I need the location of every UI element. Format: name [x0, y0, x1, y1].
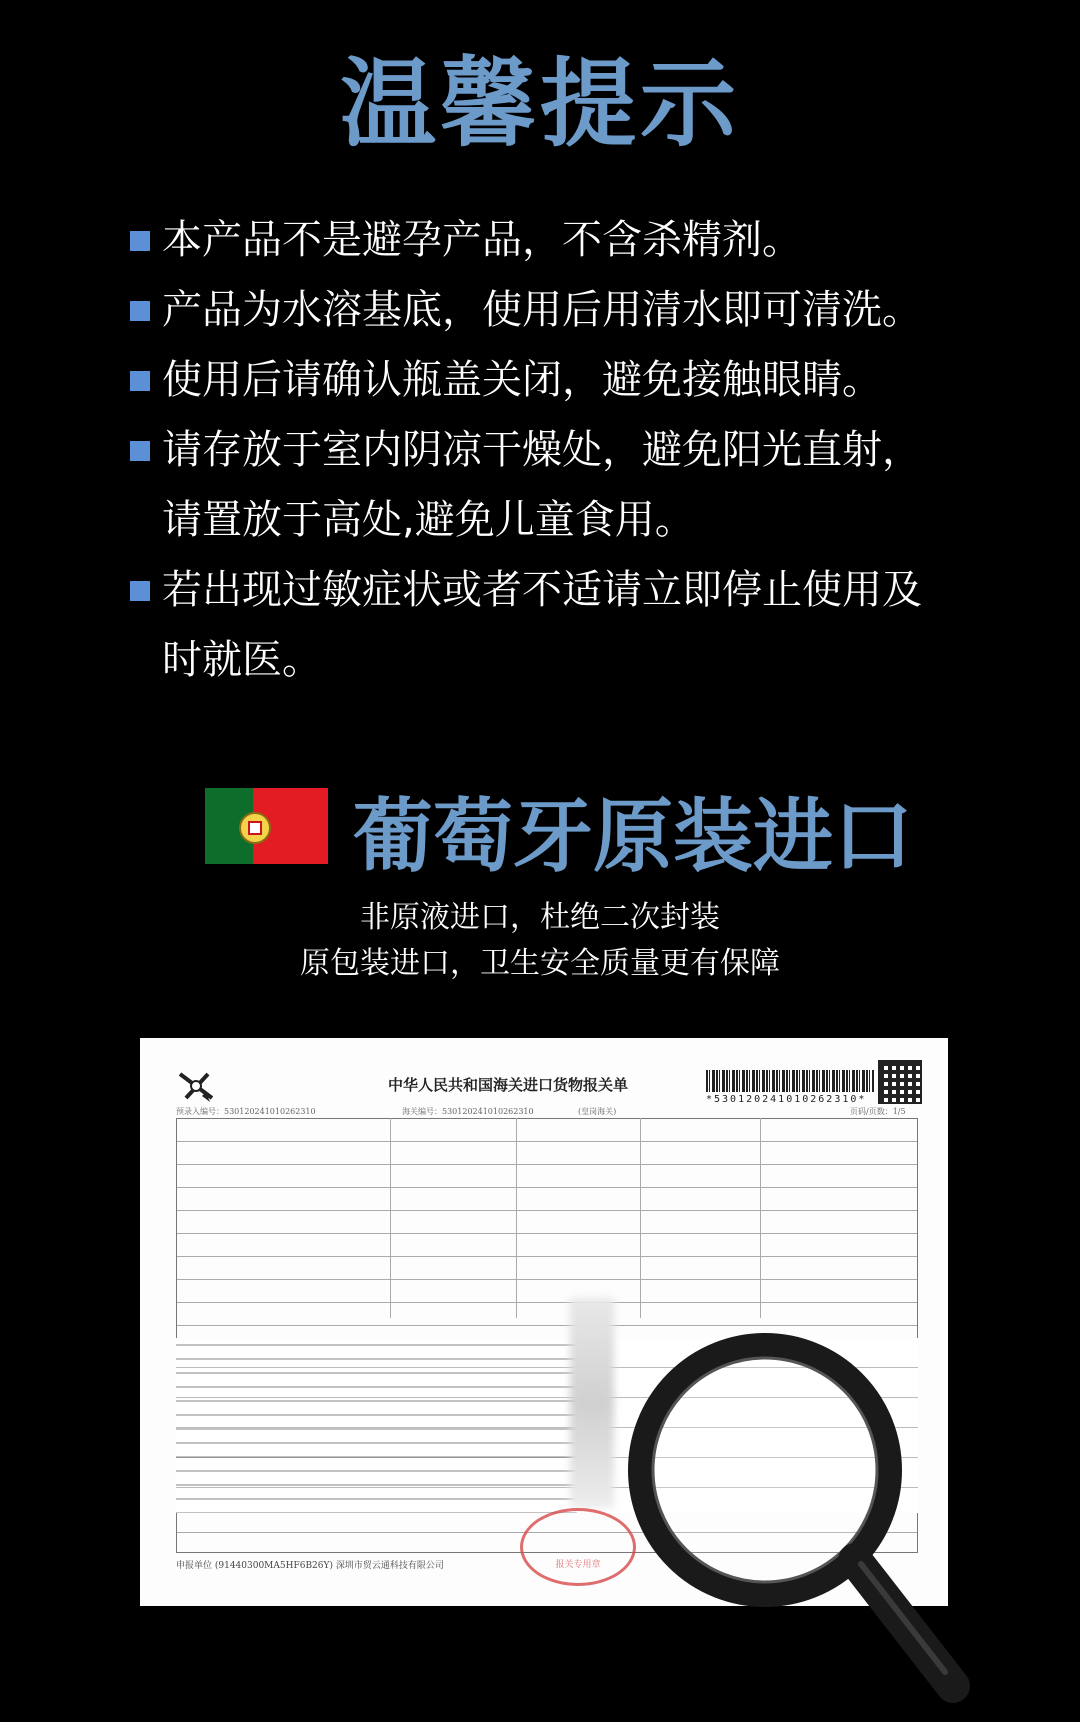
- square-bullet-icon: [130, 301, 150, 321]
- form-column-divider: [640, 1118, 641, 1318]
- import-desc-line: 非原液进口，杜绝二次封装: [360, 900, 720, 935]
- tip-item: [130, 275, 1030, 345]
- blurred-region: [570, 1298, 614, 1508]
- customs-emblem-icon: [176, 1068, 216, 1104]
- tip-text: 若出现过敏症状或者不适请立即停止使用及: [162, 567, 922, 613]
- square-bullet-icon: [130, 441, 150, 461]
- tip-item: [130, 555, 1030, 695]
- magnifying-glass-icon: [615, 1320, 975, 1710]
- tip-text-continued: 时就医。: [162, 637, 322, 683]
- import-title: 葡萄牙原装进口: [353, 789, 913, 883]
- barcode-icon: [706, 1070, 874, 1092]
- stamp-text: 报关专用章: [555, 1560, 601, 1570]
- document-footer: 申报单位 (91440300MA5HF6B26Y) 深圳市贸云通科技有限公司: [176, 1561, 444, 1571]
- customs-number: 海关编号：530120241010262310: [402, 1107, 534, 1116]
- barcode-number: *530120241010262310*: [706, 1094, 867, 1105]
- square-bullet-icon: [130, 371, 150, 391]
- import-desc-line: 原包装进口，卫生安全质量更有保障: [300, 946, 780, 981]
- coat-of-arms-icon: [239, 812, 271, 844]
- document-title: 中华人民共和国海关进口货物报关单: [388, 1076, 629, 1094]
- tips-list: [130, 205, 1030, 695]
- tip-text: 请存放于室内阴凉干燥处，避免阳光直射，: [162, 427, 922, 473]
- tip-item: [130, 345, 1030, 415]
- square-bullet-icon: [130, 581, 150, 601]
- tip-text: 本产品不是避孕产品，不含杀精剂。: [162, 217, 802, 263]
- qr-code-icon: [880, 1062, 920, 1102]
- square-bullet-icon: [130, 231, 150, 251]
- form-column-divider: [760, 1118, 761, 1318]
- form-column-divider: [516, 1118, 517, 1318]
- tip-text: 产品为水溶基底，使用后用清水即可清洗。: [162, 287, 922, 333]
- import-description: [0, 895, 1080, 987]
- tip-text-continued: 请置放于高处,避免儿童食用。: [162, 497, 695, 543]
- pre-entry-number: 预录入编号：530120241010262310: [176, 1107, 316, 1116]
- tip-item: [130, 415, 1030, 555]
- tip-text: 使用后请确认瓶盖关闭，避免接触眼睛。: [162, 357, 882, 403]
- page-title: 温馨提示: [340, 47, 740, 160]
- portugal-flag-icon: [205, 788, 328, 864]
- tip-item: [130, 205, 1030, 275]
- form-column-divider: [390, 1118, 391, 1318]
- page-number: 页码/页数：1/5: [850, 1107, 906, 1116]
- customs-office: (皇岗海关): [578, 1107, 617, 1116]
